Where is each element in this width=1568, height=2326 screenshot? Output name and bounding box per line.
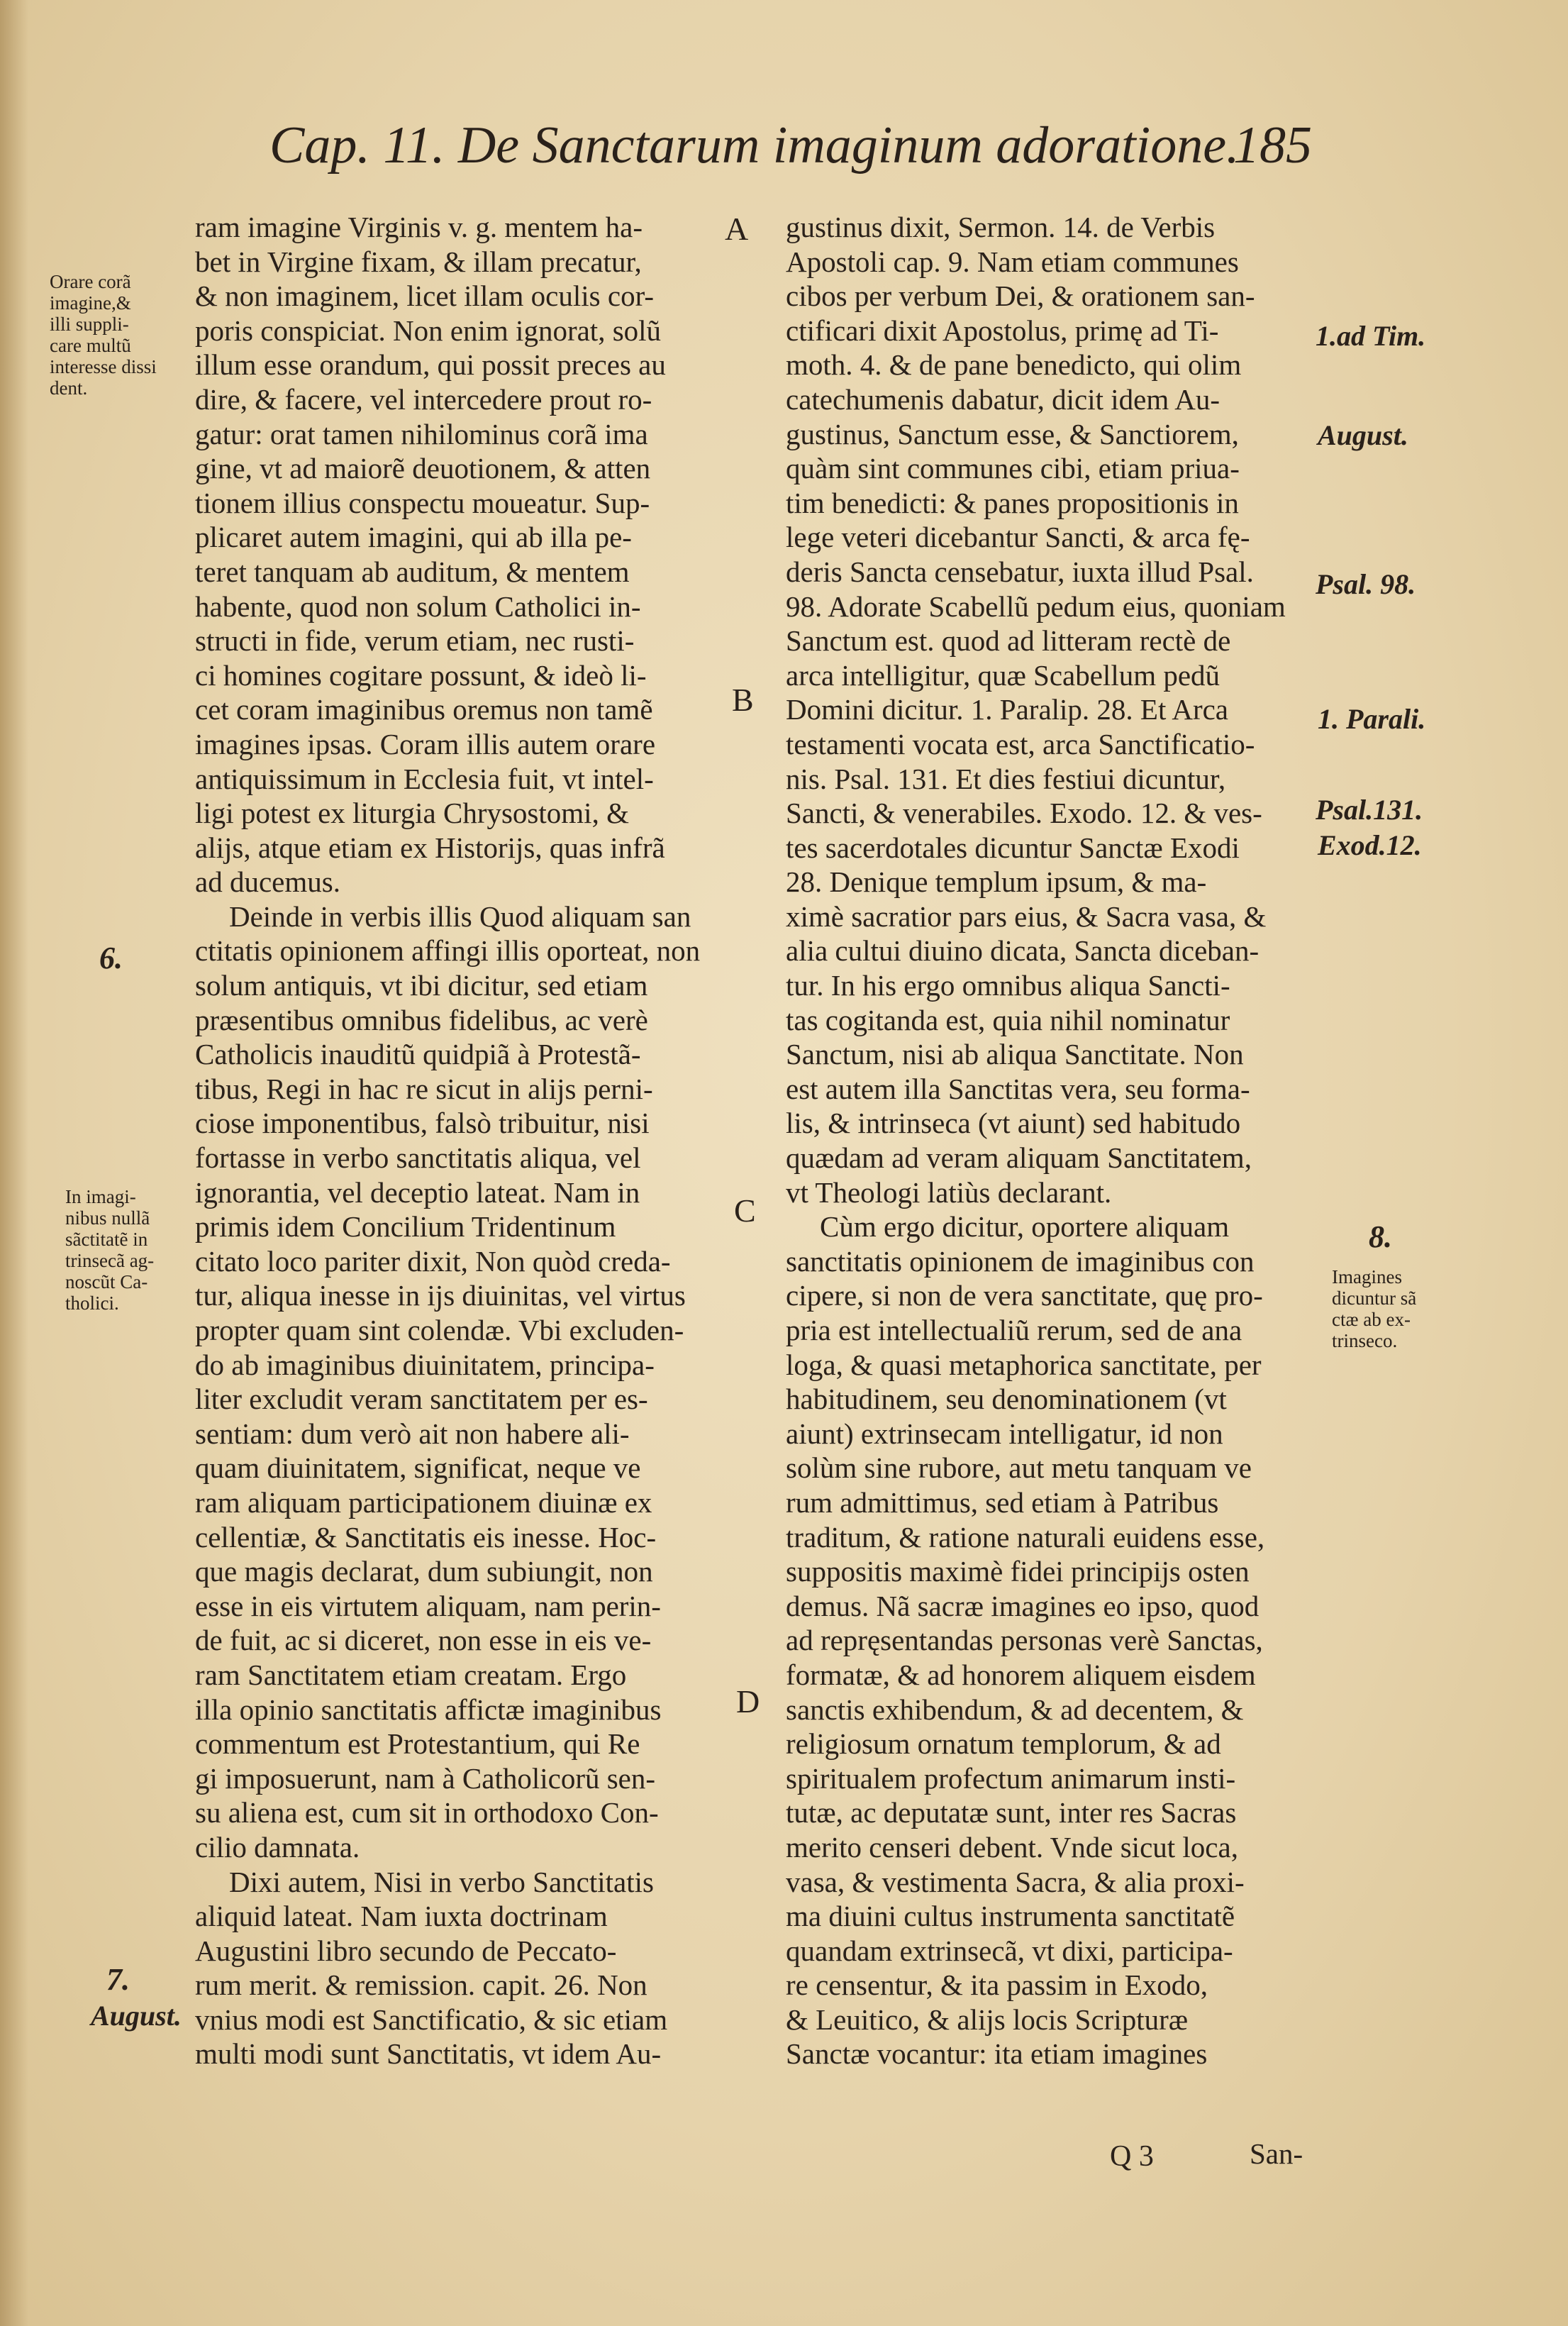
text-line: ignorantia, vel deceptio lateat. Nam in	[195, 1175, 640, 1209]
text-line: plicaret autem imagini, qui ab illa pe-	[195, 521, 632, 554]
text-line: structi in fide, verum etiam, nec rusti-	[195, 624, 635, 658]
spine-shadow	[0, 0, 28, 2326]
margin-note-line: nibus nullã	[65, 1207, 150, 1229]
text-line: tes sacerdotales dicuntur Sanctæ Exodi	[786, 831, 1240, 864]
text-line: ram Sanctitatem etiam creatam. Ergo	[195, 1658, 627, 1691]
text-line: aiunt) extrinsecam intelligatur, id non	[786, 1417, 1223, 1450]
text-line: do ab imaginibus diuinitatem, principa-	[195, 1348, 655, 1381]
margin-note-line: dicuntur sã	[1332, 1287, 1417, 1309]
text-line: bet in Virgine fixam, & illam precatur,	[195, 245, 642, 278]
section-marker-d: D	[736, 1683, 760, 1719]
text-line: ciose imponentibus, falsò tribuitur, nisi	[195, 1107, 650, 1140]
section-marker-c: C	[734, 1192, 756, 1229]
text-line: gustinus, Sanctum esse, & Sanctiorem,	[786, 417, 1239, 450]
text-line: tim benedicti: & panes propositionis in	[786, 486, 1239, 519]
text-line: sanctis exhibendum, & ad decentem, &	[786, 1693, 1244, 1726]
text-line: Sancti, & venerabiles. Exodo. 12. & ves-	[786, 797, 1262, 830]
citation-august-left: August.	[91, 2000, 182, 2032]
text-line: primis idem Concilium Tridentinum	[195, 1210, 616, 1244]
text-line: & non imaginem, licet illam oculis cor-	[195, 279, 655, 313]
text-line: quædam ad veram aliquam Sanctitatem,	[786, 1141, 1252, 1175]
margin-note-line: ctæ ab ex-	[1332, 1309, 1411, 1330]
text-line: 98. Adorate Scabellũ pedum eius, quoniam	[786, 589, 1286, 623]
text-line: demus. Nã sacræ imagines eo ipso, quod	[786, 1589, 1260, 1622]
text-line: moth. 4. & de pane benedicto, qui olim	[786, 348, 1242, 382]
text-line: lege veteri dicebantur Sancti, & arca fę-	[786, 521, 1250, 554]
text-line: tas cogitanda est, quia nihil nominatur	[786, 1003, 1230, 1036]
margin-note-left-2	[65, 1186, 154, 1314]
text-line: tionem illius conspectu moueatur. Sup-	[195, 486, 650, 519]
text-line: sentiam: dum verò ait non habere ali-	[195, 1417, 630, 1450]
text-line: su aliena est, cum sit in orthodoxo Con-	[195, 1796, 659, 1829]
text-line: lis, & intrinseca (vt aiunt) sed habitudo	[786, 1107, 1241, 1140]
text-line: Sanctæ vocantur: ita etiam imagines	[786, 2037, 1208, 2071]
text-line: nis. Psal. 131. Et dies festiui dicuntur,	[786, 762, 1226, 795]
text-line: est autem illa Sanctitas vera, seu forma-	[786, 1072, 1250, 1105]
text-line: Sanctum est. quod ad litteram rectè de	[786, 624, 1231, 658]
text-line: teret tanquam ab auditum, & mentem	[195, 555, 630, 588]
text-line: commentum est Protestantium, qui Re	[195, 1727, 640, 1761]
text-line: arca intelligitur, quæ Scabellum pedũ	[786, 658, 1221, 692]
text-line: testamenti vocata est, arca Sanctificatio-	[786, 727, 1255, 760]
text-line: pria est intellectualiũ rerum, sed de ana	[786, 1314, 1242, 1346]
text-line: tur. In his ergo omnibus aliqua Sancti-	[786, 969, 1230, 1002]
text-line: Domini dicitur. 1. Paralip. 28. Et Arca	[786, 693, 1229, 726]
text-line: vasa, & vestimenta Sacra, & alia proxi-	[786, 1865, 1245, 1898]
text-line: fortasse in verbo sanctitatis aliqua, vel	[195, 1141, 641, 1175]
text-line: multi modi sunt Sanctitatis, vt idem Au-	[195, 2037, 662, 2071]
margin-note-line: illi suppli-	[50, 314, 129, 335]
margin-note-line: tholici.	[65, 1292, 119, 1314]
text-line: & Leuitico, & alijs locis Scripturæ	[786, 2003, 1189, 2036]
text-line: gustinus dixit, Sermon. 14. de Verbis	[786, 211, 1216, 243]
margin-note-line: Orare corã	[50, 271, 131, 292]
text-line: religiosum ornatum templorum, & ad	[786, 1727, 1221, 1761]
text-line: de fuit, ac si diceret, non esse in eis ve-	[195, 1624, 652, 1657]
text-line: cellentiæ, & Sanctitatis eis inesse. Hoc-	[195, 1520, 657, 1554]
margin-note-line: dent.	[50, 377, 88, 399]
section-marker-b: B	[732, 682, 754, 718]
text-line: tibus, Regi in hac re sicut in alijs perni-	[195, 1072, 653, 1105]
text-line: Dixi autem, Nisi in verbo Sanctitatis	[229, 1865, 654, 1898]
text-line: vt Theologi latiùs declarant.	[786, 1175, 1112, 1209]
text-line: quàm sint communes cibi, etiam priua-	[786, 452, 1240, 485]
text-line: quandam extrinsecã, vt dixi, participa-	[786, 1934, 1233, 1967]
text-line: suppositis maximè fidei principijs osten	[786, 1555, 1250, 1588]
catchword: San-	[1250, 2137, 1303, 2170]
text-line: Cùm ergo dicitur, oportere aliquam	[820, 1210, 1230, 1244]
section-number-6: 6.	[99, 941, 123, 975]
page-number: 185	[1233, 116, 1312, 175]
text-line: formatæ, & ad honorem aliquem eisdem	[786, 1658, 1256, 1691]
section-number-8: 8.	[1369, 1219, 1392, 1254]
text-line: gatur: orat tamen nihilominus corã ima	[195, 417, 648, 450]
margin-note-line: imagine,&	[50, 292, 131, 314]
page-title: Cap. 11. De Sanctarum imaginum adoratione.	[269, 116, 1240, 175]
text-line: traditum, & ratione naturali euidens esse,	[786, 1520, 1265, 1554]
text-line: ad ducemus.	[195, 865, 340, 899]
citation-1-tim: 1.ad Tim.	[1316, 320, 1426, 352]
margin-note-right-1	[1332, 1266, 1416, 1351]
text-line: cibos per verbum Dei, & orationem san-	[786, 279, 1255, 313]
signature-mark: Q 3	[1110, 2140, 1154, 2173]
text-line: ligi potest ex liturgia Chrysostomi, &	[195, 797, 629, 830]
text-line: que magis declarat, dum subiungit, non	[195, 1555, 653, 1588]
text-line: tur, aliqua inesse in ijs diuinitas, vel virtus	[195, 1279, 686, 1312]
text-line: alia cultui diuino dicata, Sancta diceban-	[786, 934, 1260, 968]
text-line: dire, & facere, vel intercedere prout ro-	[195, 382, 652, 416]
citation-exod-12: Exod.12.	[1318, 829, 1422, 861]
text-line: Apostoli cap. 9. Nam etiam communes	[786, 245, 1239, 278]
text-line: Augustini libro secundo de Peccato-	[195, 1934, 617, 1967]
text-line: præsentibus omnibus fidelibus, ac verè	[195, 1003, 648, 1036]
text-line: propter quam sint colendæ. Vbi excluden-	[195, 1314, 684, 1346]
text-line: alijs, atque etiam ex Historijs, quas infrã	[195, 831, 665, 864]
margin-note-line: trinsecã ag-	[65, 1250, 155, 1271]
text-line: cet coram imaginibus oremus non tamẽ	[195, 693, 653, 726]
section-marker-a: A	[725, 211, 749, 247]
margin-note-line: trinseco.	[1332, 1330, 1398, 1351]
text-line: solùm sine rubore, aut metu tanquam ve	[786, 1451, 1252, 1485]
text-line: ad repręsentandas personas verè Sanctas,	[786, 1624, 1263, 1657]
text-line: Catholicis inauditũ quidpiã à Protestã-	[195, 1038, 641, 1071]
text-line: loga, & quasi metaphorica sanctitate, per	[786, 1348, 1262, 1381]
text-line: habitudinem, seu denominationem (vt	[786, 1383, 1227, 1416]
citation-psal-131: Psal.131.	[1316, 794, 1423, 826]
text-line: re censentur, & ita passim in Exodo,	[786, 1968, 1208, 2002]
text-line: cilio damnata.	[195, 1830, 360, 1863]
margin-note-line: care multũ	[50, 335, 131, 356]
text-line: illum esse orandum, qui possit preces au	[195, 348, 666, 382]
text-line: sanctitatis opinionem de imaginibus con	[786, 1244, 1255, 1278]
text-line: vnius modi est Sanctificatio, & sic etiam	[195, 2003, 668, 2036]
text-line: Sanctum, nisi ab aliqua Sanctitate. Non	[786, 1038, 1244, 1071]
text-line: ctificari dixit Apostolus, primę ad Ti-	[786, 314, 1219, 347]
text-line: merito censeri debent. Vnde sicut loca,	[786, 1830, 1238, 1863]
citation-1-parali: 1. Parali.	[1318, 703, 1426, 735]
margin-note-line: In imagi-	[65, 1186, 136, 1207]
text-line: ci homines cogitare possunt, & ideò li-	[195, 658, 647, 692]
text-line: gine, vt ad maiorẽ deuotionem, & atten	[195, 452, 651, 485]
text-line: solum antiquis, vt ibi dicitur, sed etiam	[195, 969, 648, 1002]
citation-psal-98: Psal. 98.	[1316, 568, 1416, 600]
text-line: liter excludit veram sanctitatem per es-	[195, 1383, 648, 1416]
text-line: rum admittimus, sed etiam à Patribus	[786, 1485, 1219, 1519]
text-line: tutæ, ac deputatæ sunt, inter res Sacras	[786, 1796, 1237, 1829]
text-line: catechumenis dabatur, dicit idem Au-	[786, 382, 1221, 416]
text-line: ram imagine Virginis v. g. mentem ha-	[195, 211, 643, 243]
margin-note-left-1	[50, 271, 157, 399]
left-text-column	[195, 210, 727, 2071]
text-line: rum merit. & remission. capit. 26. Non	[195, 1968, 647, 2002]
text-line: 28. Denique templum ipsum, & ma-	[786, 865, 1207, 899]
text-line: ximè sacratior pars eius, & Sacra vasa, &	[786, 899, 1267, 933]
text-line: Deinde in verbis illis Quod aliquam san	[229, 899, 691, 933]
text-line: citato loco pariter dixit, Non quòd creda-	[195, 1244, 671, 1278]
text-line: ram aliquam participationem diuinæ ex	[195, 1485, 652, 1519]
text-line: deris Sancta censebatur, iuxta illud Psal.	[786, 555, 1254, 588]
margin-note-line: noscũt Ca-	[65, 1271, 148, 1292]
text-line: aliquid lateat. Nam iuxta doctrinam	[195, 1900, 608, 1933]
right-text-column	[786, 210, 1325, 2071]
text-line: ma diuini cultus instrumenta sanctitatẽ	[786, 1900, 1235, 1933]
section-number-7: 7.	[106, 1962, 130, 1997]
text-line: poris conspiciat. Non enim ignorat, solũ	[195, 314, 662, 347]
text-line: imagines ipsas. Coram illis autem orare	[195, 727, 656, 760]
text-line: gi imposuerunt, nam à Catholicorũ sen-	[195, 1761, 656, 1795]
margin-note-line: interesse dissi	[50, 356, 157, 377]
text-line: illa opinio sanctitatis affictæ imaginibus	[195, 1693, 662, 1726]
text-line: ctitatis opinionem affingi illis oporteat, non	[195, 934, 701, 968]
margin-note-line: Imagines	[1332, 1266, 1402, 1287]
text-line: spiritualem profectum animarum insti-	[786, 1761, 1236, 1795]
text-line: cipere, si non de vera sanctitate, quę pro-	[786, 1279, 1263, 1312]
citation-august-right: August.	[1318, 419, 1408, 451]
margin-note-line: sãctitatẽ in	[65, 1229, 148, 1250]
text-line: esse in eis virtutem aliquam, nam perin-	[195, 1589, 661, 1622]
text-line: habente, quod non solum Catholici in-	[195, 589, 641, 623]
text-line: antiquissimum in Ecclesia fuit, vt intel-	[195, 762, 654, 795]
text-line: quam diuinitatem, significat, neque ve	[195, 1451, 641, 1485]
